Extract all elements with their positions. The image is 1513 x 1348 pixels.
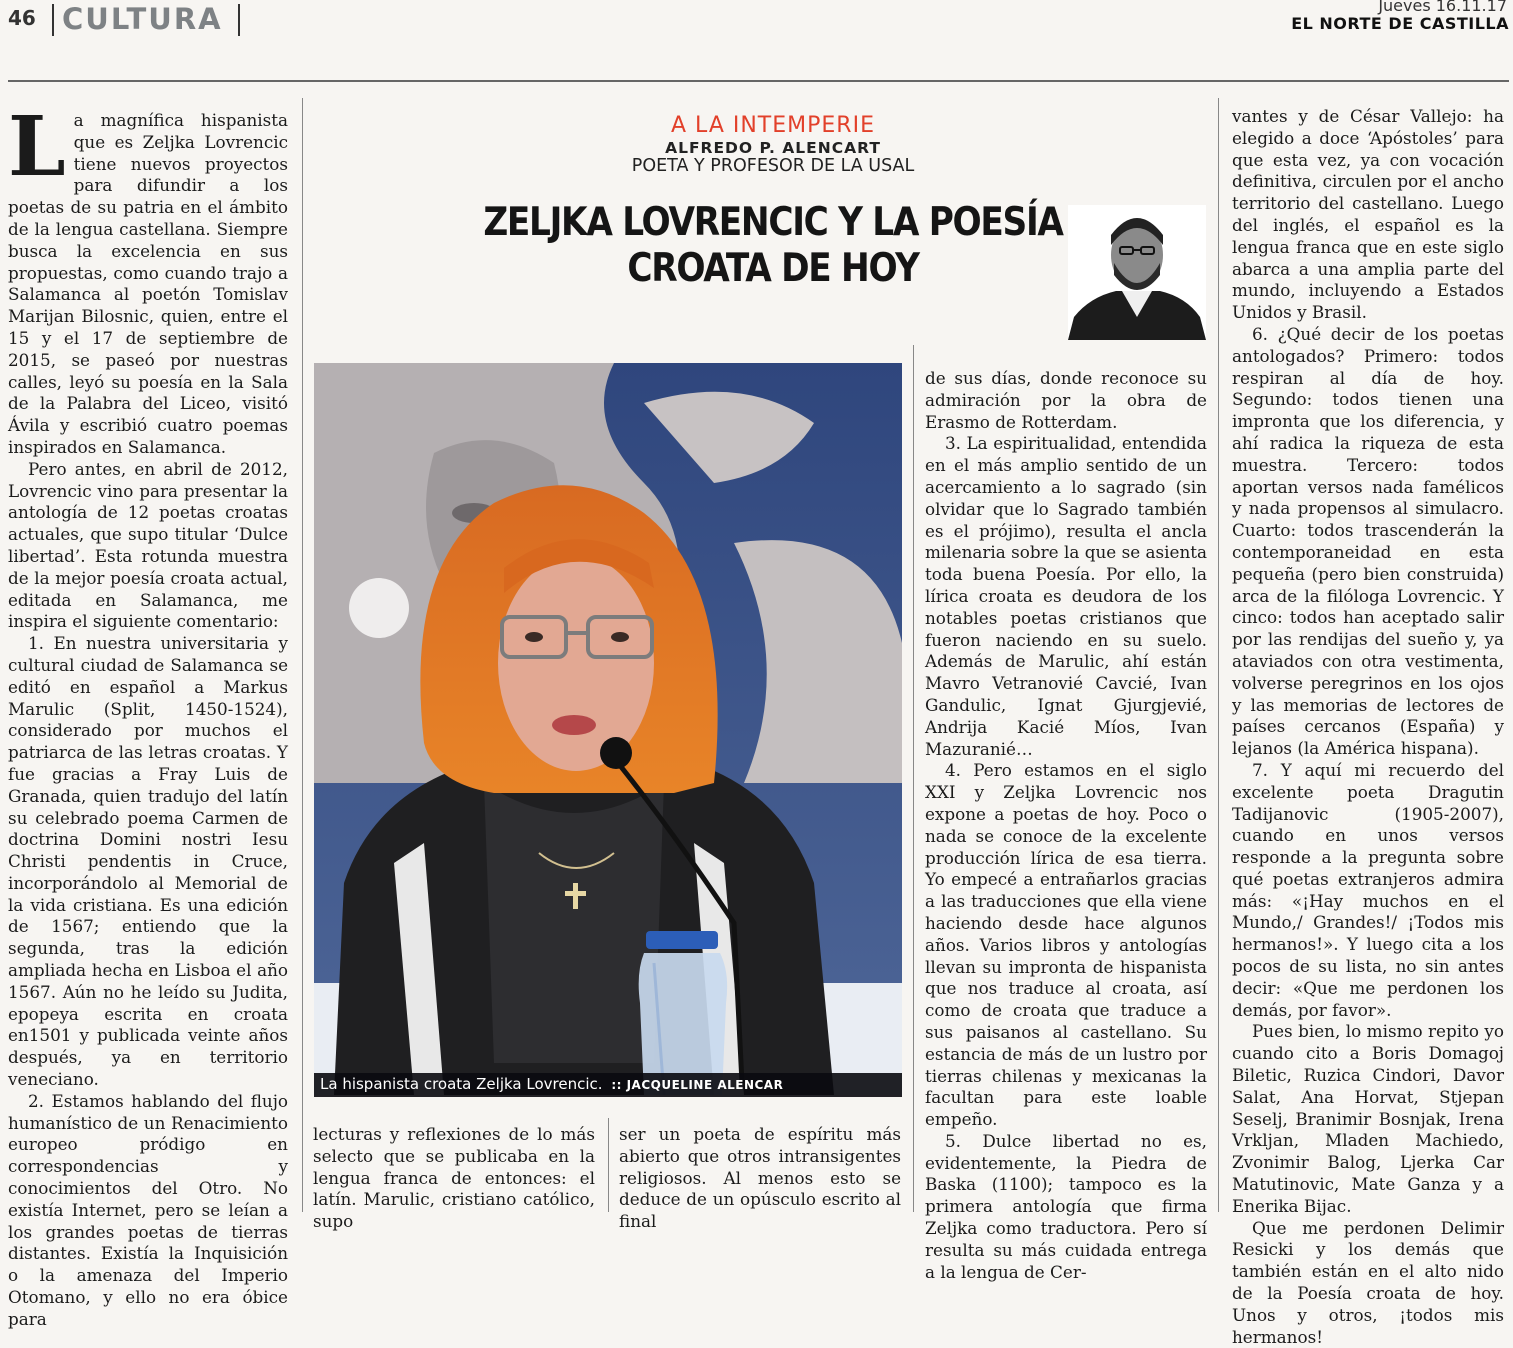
paragraph: 6. ¿Qué decir de los poetas antologados? Primero: todos respiran al día de hoy. Segundo: todos tienen una impronta que los diferencia, y ahí radica la riqueza de esta muestra. Tercero: todos aportan versos nada famélicos y nada propensos al simulacro. Cuarto: todos trascenderán la contemporaneidad en esta pequeña (pero bien construida) arca de la filóloga Lovrencic. Y cinco: todos han aceptado salir por las rendijas del sueño y, ya ataviados con otra vestimenta, volverse peregrinos en los ojos y las memorias de lectores de países cercanos (España) y lejanos (la América hispana).	[1232, 323, 1504, 759]
paragraph	[8, 99, 288, 459]
photo-credit: :: JACQUELINE ALENCAR	[611, 1078, 784, 1092]
paragraph: de sus días, donde reconoce su admiración por la obra de Erasmo de Rotterdam.	[925, 368, 1207, 432]
header-rule	[8, 80, 1509, 82]
article-column-2	[313, 1124, 595, 1233]
newspaper-name: EL NORTE DE CASTILLA	[1291, 14, 1509, 33]
column-rule	[913, 345, 914, 1212]
author-role: POETA Y PROFESOR DE LA USAL	[631, 156, 915, 176]
issue-date: Jueves 16.11.17	[1378, 0, 1507, 15]
article-photo	[314, 363, 902, 1095]
headline-line: ZELJKA LOVRENCIC Y LA POESÍA	[483, 200, 1063, 245]
paragraph-text: a magnífica hispanista que es Zeljka Lovrencic tiene nuevos proyectos para difundir a los poetas de su patria en el ámbito de la lengua castellana. Siempre busca la excelencia en sus propuestas, como cuando trajo a Salamanca al poetón Tomislav Marijan Bilosnic, quien, entre el 15 y el 17 de septiembre de 2015, se paseó por nuestras calles, leyó su poesía en la Sala de la Palabra del Liceo, visitó Ávila y escribió cuatro poemas inspirados en Salamanca.	[8, 110, 288, 457]
paragraph: lecturas y reflexiones de lo más selecto que se publicaba en la lengua franca de entonces: el latín. Marulic, cristiano católico, supo	[313, 1124, 595, 1232]
author-name: ALFREDO P. ALENCART	[665, 139, 881, 157]
photo-caption	[314, 1073, 902, 1097]
paragraph: 3. La espiritualidad, entendida en el más amplio sentido de un acercamiento a lo sagrado (sin olvidar que lo Sagrado también es el prójimo), resulta el ancla milenaria sobre la que se asienta toda buena Poesía. Por ello, la lírica croata es deudora de los notables poetas cristianos que fueron naciendo en su suelo. Además de Marulic, ahí están Mavro Vetranovié Cavcié, Ivan Gandulic, Ignat Gjurgjevié, Andrija Kacié Míos, Ivan Mazuranié…	[925, 433, 1207, 759]
article-column-5	[1232, 106, 1504, 1348]
drop-cap: L	[8, 99, 66, 195]
paragraph: ser un poeta de espíritu más abierto que otros intransigentes religiosos. Al menos esto se deduce de un opúsculo escrito al final	[619, 1124, 901, 1232]
paragraph: vantes y de César Vallejo: ha elegido a doce ‘Apóstoles’ para que esta vez, ya con vocación definitiva, circulen por el ancho territorio del castellano. Luego del inglés, el español es la lengua franca que en este siglo abarca a una amplia parte del mundo, incluyendo a Estados Unidos y Brasil.	[1232, 106, 1504, 323]
article-column-1	[8, 99, 288, 1331]
header-divider	[238, 4, 240, 36]
section-title: CULTURA	[62, 2, 223, 36]
headline-line: CROATA DE HOY	[627, 246, 919, 291]
paragraph: 4. Pero estamos en el siglo XXI y Zeljka Lovrencic nos expone a poetas de hoy. Poco o nada se conoce de la excelente producción lírica de esa tierra. Yo empecé a entrañarlos gracias a las traducciones que ella viene haciendo desde hace algunos años. Varios libros y antologías llevan su impronta de hispanista que nos traduce al croata, así como de croata que traduce a sus paisanos al castellano. Su estancia de más de un lustro por tierras chilenas y mexicanas la facultan para este loable empeño.	[925, 760, 1207, 1130]
column-rule	[608, 1118, 609, 1212]
paragraph: Pues bien, lo mismo repito yo cuando cito a Boris Domagoj Biletic, Ruzica Cindori, Davor Salat, Ana Horvat, Stjepan Seselj, Branimir Bosnjak, Irena Vrkljan, Mladen Machiedo, Zvonimir Balog, Ljerka Car Matutinovic, Mate Ganza y a Enerika Bijac.	[1232, 1021, 1504, 1216]
caption-text: La hispanista croata Zeljka Lovrencic.	[320, 1075, 603, 1093]
paragraph: 1. En nuestra universitaria y cultural ciudad de Salamanca se editó en español a Markus Marulic (Split, 1450-1524), considerado por muchos el patriarca de las letras croatas. Y fue gracias a Fray Luis de Granada, quien tradujo del latín su celebrado poema Carmen de doctrina Domini nostri Iesu Christi pendentis in Cruce, incorporándolo al Memorial de la vida cristiana. Es una edición de 1567; entiendo que la segunda, tras la edición ampliada hecha en Lisboa el año 1567. Aún no he leído su Judita, epopeya escrita en croata en1501 y publicada veinte años después, ya en territorio veneciano.	[8, 633, 288, 1090]
column-rule	[302, 98, 303, 1212]
paragraph: 2. Estamos hablando del flujo humanístico de un Renacimiento europeo pródigo en correspondencias y conocimientos del Otro. No existía Internet, pero se leían a los grandes poetas de tierras distantes. Existía la Inquisición o la amenaza del Imperio Otomano, y ello no era óbice para	[8, 1090, 288, 1329]
author-portrait	[1068, 205, 1206, 340]
kicker: A LA INTEMPERIE	[671, 113, 875, 138]
article-column-3	[619, 1124, 901, 1233]
header-divider	[52, 4, 54, 36]
paragraph: 7. Y aquí mi recuerdo del excelente poeta Dragutin Tadijanovic (1905-2007), cuando en unos versos responde a la pregunta sobre qué poetas extranjeros admira más: «¡Hay muchos en el Mundo,/ Grandes!/ ¡Todos mis hermanos!». Y luego cita a los pocos de su lista, no sin antes decir: «Que me perdonen los demás, por favor».	[1232, 759, 1504, 1020]
headline	[373, 200, 1174, 292]
page-number: 46	[8, 6, 36, 30]
paragraph: Que me perdonen Delimir Resicki y los demás que también están en el alto nido de la Poesía croata de hoy. Unos y otros, ¡todos mis hermanos!	[1232, 1217, 1504, 1347]
column-rule	[1218, 98, 1219, 1212]
paragraph: Pero antes, en abril de 2012, Lovrencic vino para presentar la antología de 12 poetas croatas actuales, que supo titular ‘Dulce libertad’. Esta rotunda muestra de la mejor poesía croata actual, editada en Salamanca, me inspira el siguiente comentario:	[8, 458, 288, 632]
article-column-4	[925, 368, 1207, 1283]
paragraph: 5. Dulce libertad no es, evidentemente, la Piedra de Baska (1100); tampoco es la primera antología que firma Zeljka como traductora. Pero sí resulta su más cuidada entrega a la lengua de Cer-	[925, 1130, 1207, 1282]
